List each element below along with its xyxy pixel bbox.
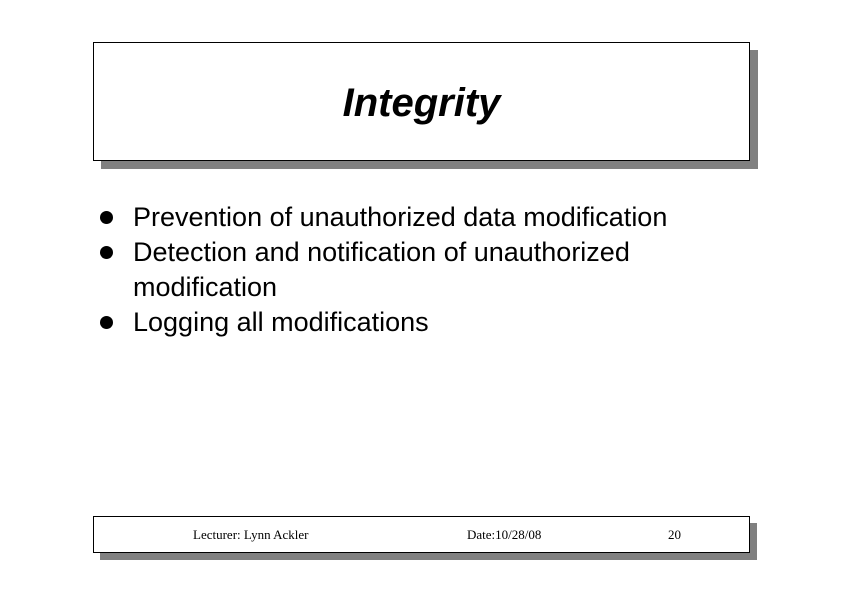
footer-page-number: 20 [668,527,681,542]
footer-lecturer: Lecturer: Lynn Ackler [193,527,309,542]
footer-date: Date:10/28/08 [467,527,542,542]
slide-title: Integrity [342,80,501,125]
bullet-item [98,305,758,340]
bullet-text: Detection and notification of unauthorized modification [133,237,630,302]
bullet-dot-icon [100,211,113,224]
bullet-dot-icon [100,316,113,329]
title-box [93,42,750,161]
footer-box [93,516,750,553]
bullet-text: Prevention of unauthorized data modification [133,202,668,232]
bullet-text: Logging all modifications [133,307,429,337]
bullet-item [98,235,758,305]
bullet-item [98,200,758,235]
bullet-dot-icon [100,246,113,259]
bullet-list [98,200,758,340]
